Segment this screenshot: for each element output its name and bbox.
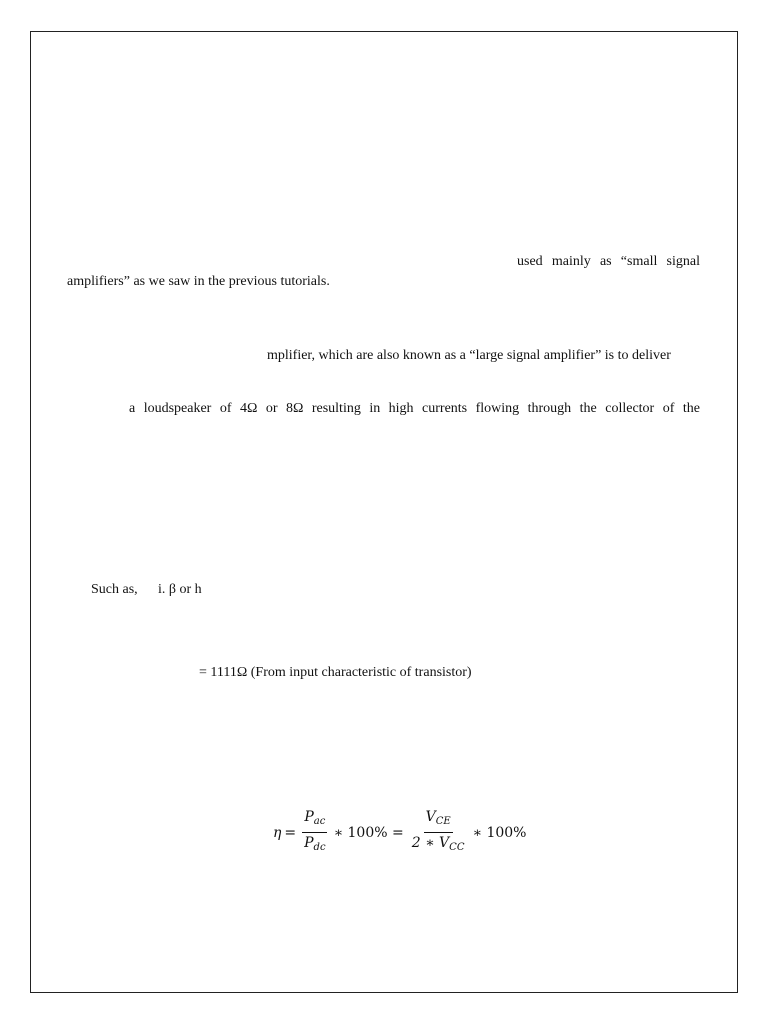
formula-times-percent: ∗ 100% = [333,824,404,841]
word: the [579,401,597,416]
word: currents [422,401,468,416]
paragraph2-line1: mplifier, which are also known as a “large signal amplifier” is to deliver [267,348,671,363]
word: high [388,401,414,416]
resistance-line: = 1111Ω (From input characteristic of transistor) [199,665,472,680]
formula-fraction-voltage-numerator: $V_{CE}$ [424,808,453,833]
paragraph1-line2: amplifiers” as we saw in the previous tutorials. [67,274,330,289]
word: “small [620,254,658,269]
word: in [369,401,381,416]
formula-fraction-power-denominator: $P_{dc}$ [304,835,326,853]
paragraph3-line1 [129,400,700,418]
word: resulting [311,401,361,416]
formula-equals: = [284,824,297,841]
paragraph1-line1-words [517,253,700,271]
paragraph1-line1 [517,253,700,271]
word: used [517,254,543,269]
list-item: i. β or h [158,582,202,597]
word: 8Ω [285,401,304,416]
word: signal [666,254,700,269]
word: mainly [551,254,591,269]
word: loudspeaker [143,401,212,416]
formula-fraction-voltage-denominator: 2 ∗ $V_{CC}$ [411,835,465,853]
word: as [599,254,612,269]
word: collector [605,401,655,416]
efficiency-formula [273,808,529,857]
formula-fraction-voltage [410,808,467,857]
word: a [129,401,136,416]
formula-fraction-power-numerator: $P_{ac}$ [302,808,327,833]
formula-times-percent-2: ∗ 100% [472,824,527,841]
word: 4Ω [239,401,258,416]
word: flowing [475,401,520,416]
word: of [219,401,232,416]
list-intro: Such as, [91,582,138,597]
word: the [682,401,700,416]
paragraph3-line1-words [129,400,700,418]
word: or [265,401,278,416]
formula-eta: η [273,824,282,841]
formula-fraction-power [302,808,327,857]
word: through [527,401,572,416]
word: of [662,401,675,416]
